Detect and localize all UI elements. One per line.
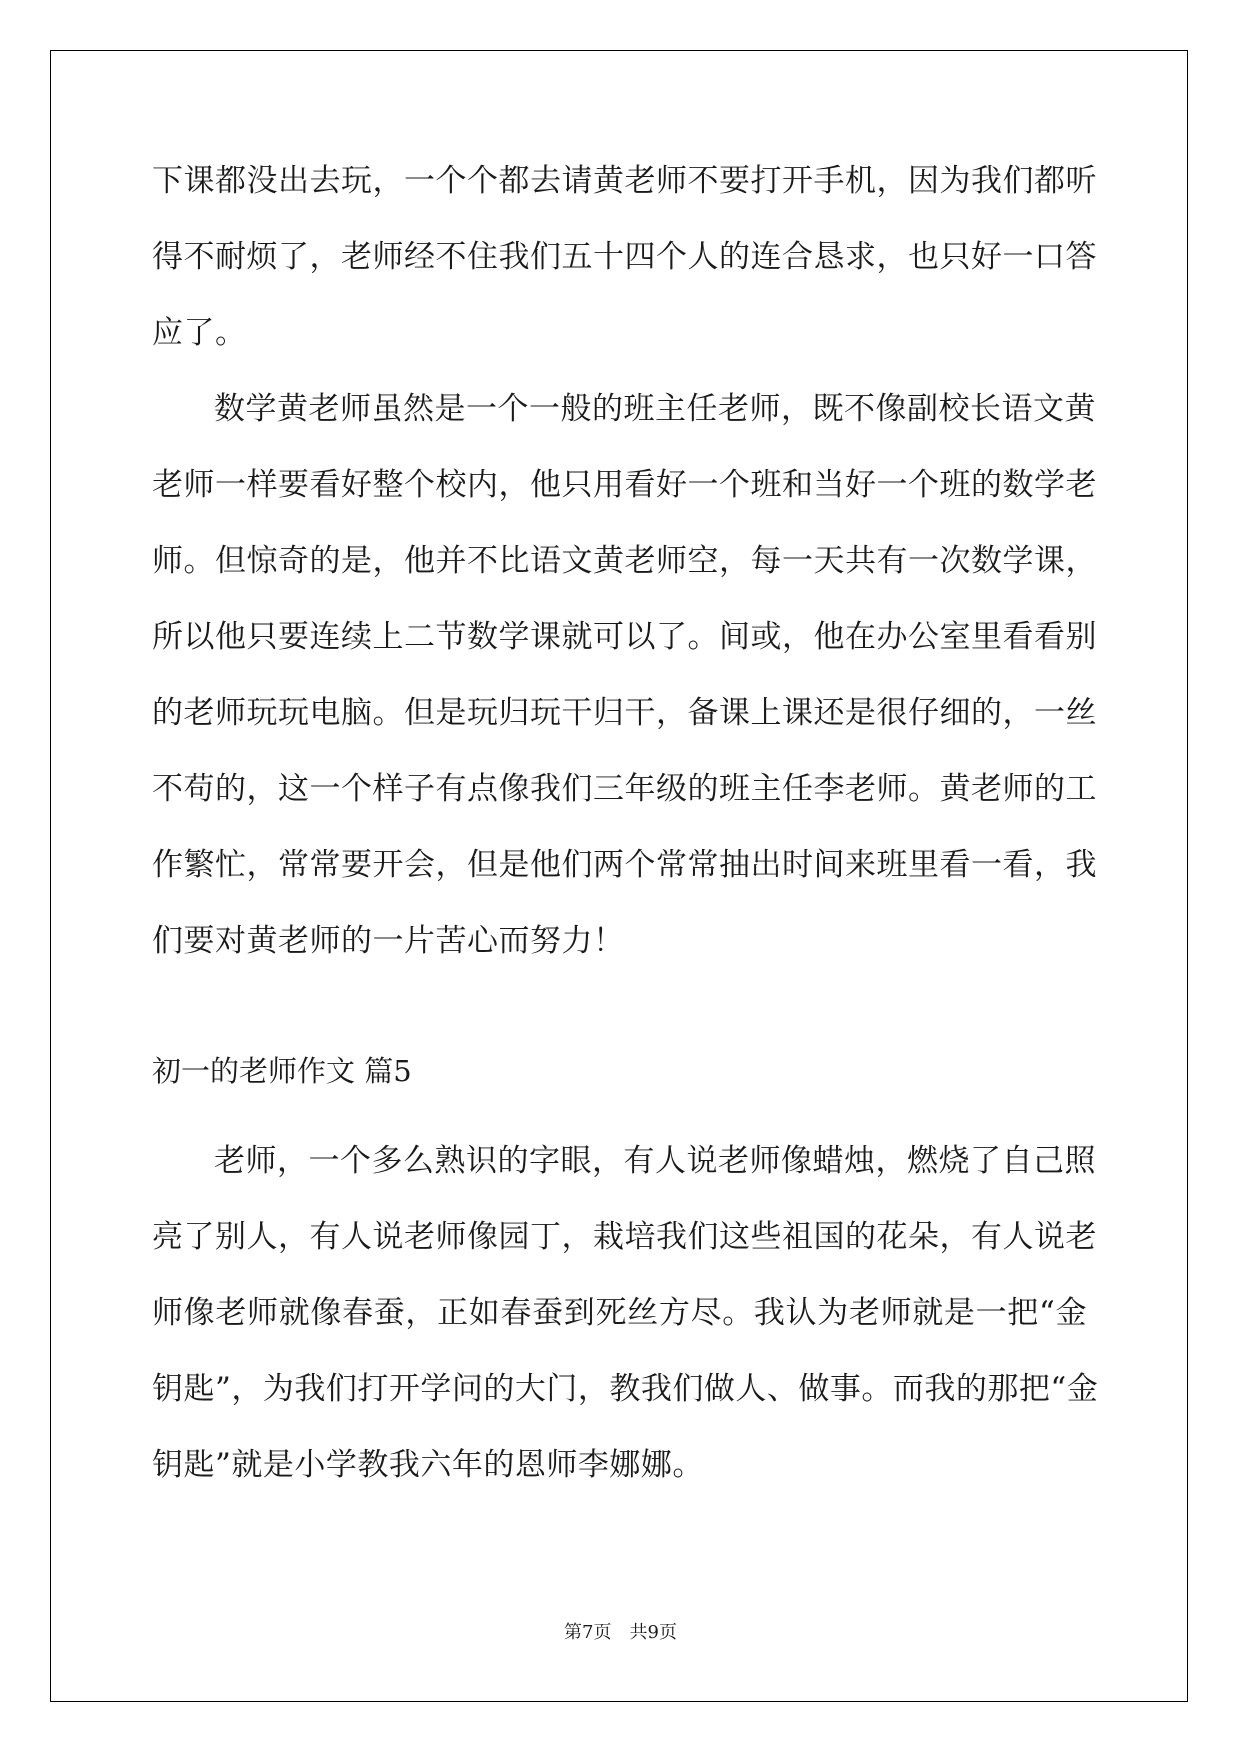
text-line: 得不耐烦了，老师经不住我们五十四个人的连合恳求，也只好一口答: [152, 239, 1097, 275]
text-line: 数学黄老师虽然是一个一般的班主任老师，既不像副校长语文黄: [214, 391, 1096, 427]
text-line: 们要对黄老师的一片苦心而努力！: [152, 923, 625, 959]
section-heading: 初一的老师作文 篇5: [152, 1054, 412, 1088]
text-line: 应了。: [152, 315, 247, 351]
text-line: 钥匙”就是小学教我六年的恩师李娜娜。: [152, 1447, 704, 1483]
text-line: 下课都没出去玩，一个个都去请黄老师不要打开手机，因为我们都听: [152, 163, 1097, 199]
text-line: 钥匙”，为我们打开学问的大门，教我们做人、做事。而我的那把“金: [152, 1371, 1099, 1407]
text-line: 师像老师就像春蚕，正如春蚕到死丝方尽。我认为老师就是一把“金: [152, 1295, 1087, 1331]
text-line: 老师一样要看好整个校内，他只用看好一个班和当好一个班的数学老: [152, 467, 1097, 503]
page-number-footer: 第7页 共9页: [564, 1622, 677, 1643]
text-line: 师。但惊奇的是，他并不比语文黄老师空，每一天共有一次数学课，: [152, 543, 1097, 579]
text-line: 不苟的，这一个样子有点像我们三年级的班主任李老师。黄老师的工: [152, 771, 1097, 807]
text-line: 亮了别人，有人说老师像园丁，栽培我们这些祖国的花朵，有人说老: [152, 1219, 1097, 1255]
text-line: 老师，一个多么熟识的字眼，有人说老师像蜡烛，燃烧了自己照: [214, 1143, 1096, 1179]
text-line: 所以他只要连续上二节数学课就可以了。间或，他在办公室里看看别: [152, 619, 1097, 655]
text-line: 的老师玩玩电脑。但是玩归玩干归干，备课上课还是很仔细的，一丝: [152, 695, 1097, 731]
document-body: [152, 160, 1097, 996]
document-body-2: [152, 1140, 1099, 1520]
text-line: 作繁忙，常常要开会，但是他们两个常常抽出时间来班里看一看，我: [152, 847, 1097, 883]
